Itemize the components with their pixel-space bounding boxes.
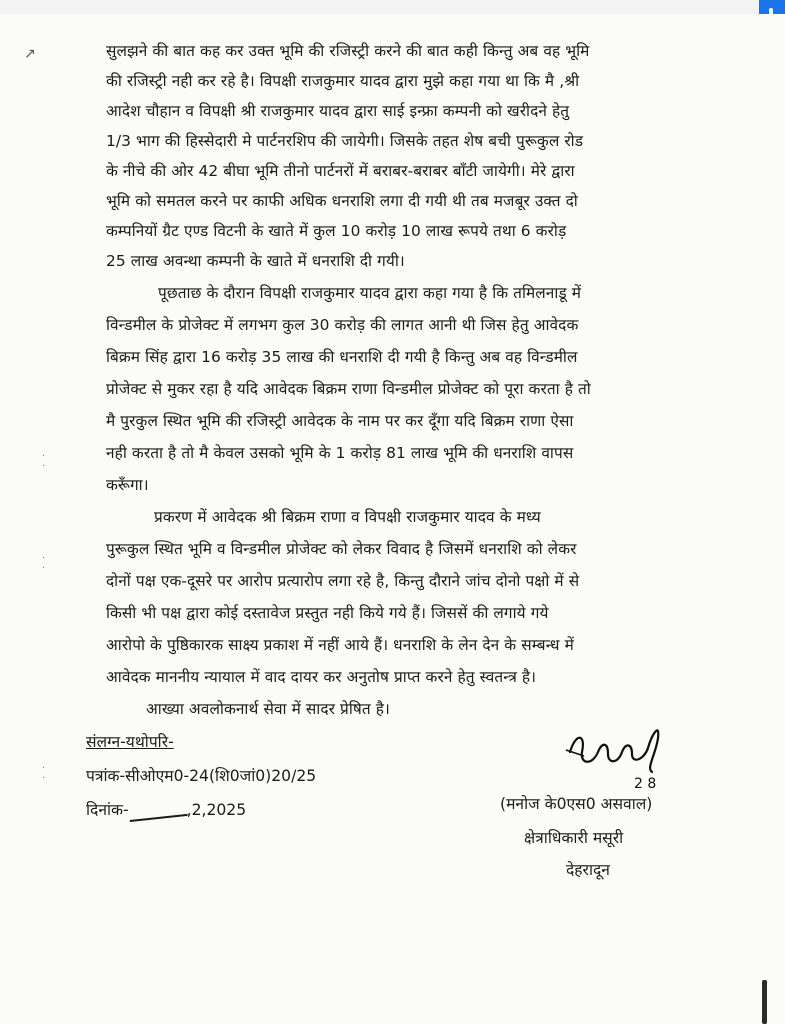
paragraph2-line: मै पुरकुल स्थित भूमि की रजिस्ट्री आवेदक के नाम पर कर दूँगा यदि बिक्रम राणा ऐसा [106, 412, 574, 430]
enclosure-label: संलग्न-यथोपरि- [86, 733, 174, 751]
signatory-place: देहरादून [566, 861, 610, 879]
paragraph3-line: आवेदक माननीय न्यायाल में वाद दायर कर अनुतोष प्राप्त करने हेतु स्वतन्त्र है। [106, 668, 537, 686]
paragraph1-line: सुलझने की बात कह कर उक्त भूमि की रजिस्ट्री करने की बात कही किन्तु अब वह भूमि [106, 42, 590, 60]
paragraph2-line: नही करता है तो मै केवल उसको भूमि के 1 करोड़ 81 लाख भूमि की धनराशि वापस [106, 444, 574, 462]
signatory-designation: क्षेत्राधिकारी मसूरी [524, 829, 624, 847]
paragraph1-line: आदेश चौहान व विपक्षी श्री राजकुमार यादव द्वारा साई इन्फ्रा कम्पनी को खरीदने हेतु [106, 102, 570, 120]
paragraph1-line: 1/3 भाग की हिस्सेदारी मे पार्टनरशिप की जायेगी। जिसके तहत शेष बची पुरूकुल रोड [106, 132, 584, 150]
page-edge-mark [762, 980, 767, 1024]
paragraph2-line: करूँगा। [106, 476, 149, 494]
letter-number: पत्रांक-सीओएम0-24(शि0जां0)20/25 [86, 767, 317, 785]
date-value: ,2,2025 [186, 801, 247, 819]
paragraph2-line: विन्डमील के प्रोजेक्ट में लगभग कुल 30 करोड़ की लागत आनी थी जिस हेतु आवेदक [106, 316, 579, 334]
paragraph2-line: पूछताछ के दौरान विपक्षी राजकुमार यादव द्वारा कहा गया है कि तमिलनाडू में [158, 284, 582, 302]
date-label: दिनांक- [86, 801, 129, 819]
paragraph1-line: 25 लाख अवन्था कम्पनी के खाते में धनराशि दी गयी। [106, 252, 405, 270]
paragraph3-line: प्रकरण में आवेदक श्री बिक्रम राणा व विपक्षी राजकुमार यादव के मध्य [154, 508, 541, 526]
paragraph2-line: बिक्रम सिंह द्वारा 16 करोड़ 35 लाख की धनराशि दी गयी है किन्तु अब वह विन्डमील [106, 348, 578, 366]
paragraph3-line: पुरूकुल स्थित भूमि व विन्डमील प्रोजेक्ट को लेकर विवाद है जिसमें धनराशि को लेकर [106, 540, 577, 558]
signatory-name: (मनोज के0एस0 असवाल) [500, 795, 653, 813]
date-line [86, 798, 246, 820]
margin-dots: · · [42, 451, 46, 472]
paragraph1-line: कम्पनियों ग्रैट एण्ड विटनी के खाते में कुल 10 करोड़ 10 लाख रूपये तथा 6 करोड़ [106, 222, 567, 240]
paragraph3-line: आरोपो के पुष्ठिकारक साक्ष्य प्रकाश में नहीं आये हैं। धनराशि के लेन देन के सम्बन्ध में [106, 636, 574, 654]
paragraph2-line: प्रोजेक्ट से मुकर रहा है यदि आवेदक बिक्रम राणा विन्डमील प्रोजेक्ट को पूरा करता है तो [106, 380, 591, 398]
paragraph3-line: दोनों पक्ष एक-दूसरे पर आरोप प्रत्यारोप लगा रहे है, किन्तु दौराने जांच दोनो पक्षो में से [106, 572, 580, 590]
margin-dots: · · [42, 553, 46, 574]
paragraph1-line: के नीचे की ओर 42 बीघा भूमि तीनो पार्टनरों में बराबर-बराबर बाँटी जायेगी। मेरे द्वारा [106, 162, 575, 180]
paragraph3-line: किसी भी पक्ष द्वारा कोई दस्तावेज प्रस्तुत नही किये गये हैं। जिससें की लगाये गये [106, 604, 549, 622]
margin-dots: · · [42, 763, 46, 784]
signature-date-marks: 2 8 [634, 776, 657, 792]
paragraph1-line: भूमि को समतल करने पर काफी अधिक धनराशि लगा दी गयी थी तब मजबूर उक्त दो [106, 192, 578, 210]
paragraph1-line: की रजिस्ट्री नही कर रहे है। विपक्षी राजकुमार यादव द्वारा मुझे कहा गया था कि मै ,श्री [106, 72, 580, 90]
corner-mark: ↗ [24, 46, 36, 62]
viewer-top-bar [0, 0, 785, 15]
closing-line: आख्या अवलोकनार्थ सेवा में सादर प्रेषित है। [146, 700, 390, 718]
date-scribble [128, 800, 187, 822]
signature-mark [562, 712, 682, 792]
